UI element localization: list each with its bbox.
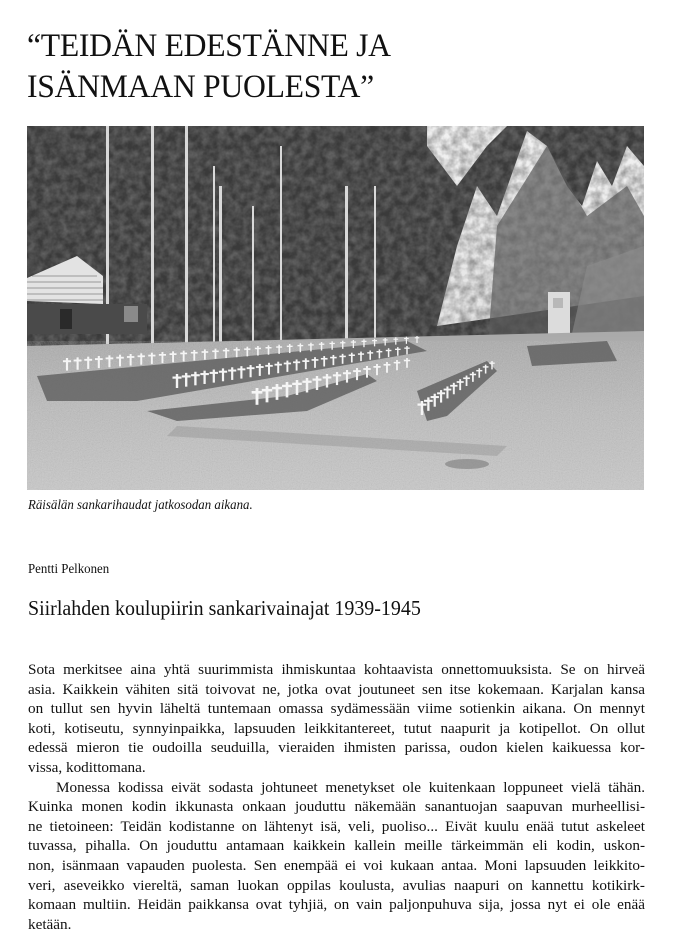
body-line: tuvassa, pihalla. On jouduttu antamaan kaikkein kallein meille tärkeimmän eli kodin, uskon- bbox=[28, 837, 645, 855]
title-line-2: ISÄNMAAN PUOLESTA” bbox=[27, 69, 374, 105]
body-line: veri, aseveikko viereltä, saman luokan oppilas koulusta, avulias naapuri on kannettu kotikirk- bbox=[28, 876, 645, 894]
body-line: vissa, kodittomana. bbox=[28, 758, 146, 776]
cemetery-photo bbox=[27, 126, 644, 490]
body-line: on tullut sen hyvin läheltä tuntemaan omassa sydämessään viime sotienkin aikana. On mennyt bbox=[28, 700, 645, 718]
body-line: Kuinka monen kodin ikkunasta onkaan jouduttu näkemään sanantuojan saapuvan murheellisi- bbox=[28, 798, 645, 816]
body-line: ne tietoineen: Teidän kodistanne on lähtenyt isä, veli, puoliso... Eivät kuulu enää tutut askeleet bbox=[28, 817, 645, 835]
page-title bbox=[27, 26, 622, 108]
paragraph-2 bbox=[28, 778, 645, 935]
article-subtitle: Siirlahden koulupiirin sankarivainajat 1939-1945 bbox=[28, 596, 421, 620]
photo-caption: Räisälän sankarihaudat jatkosodan aikana. bbox=[28, 498, 253, 513]
body-line: Monessa kodissa eivät sodasta johtuneet menetykset ole kuitenkaan loppuneet vielä tähän. bbox=[56, 778, 645, 796]
photo-illustration bbox=[27, 126, 644, 490]
body-line: non, isänmaan vapauden puolesta. Sen enempää ei voi kukaan antaa. Moni lapsuuden leikkito- bbox=[28, 856, 645, 874]
body-line: Sota merkitsee aina yhtä suurimmista ihmiskuntaa kohtaavista onnettomuuksista. Se on hirveä bbox=[28, 661, 645, 678]
body-line: asia. Kaikkein vähiten sitä toivovat ne, jotka ovat joutuneet sen itse kokemaan. Karjalan kansa bbox=[28, 680, 645, 698]
paragraph-1 bbox=[28, 660, 645, 778]
author-name: Pentti Pelkonen bbox=[28, 562, 110, 577]
body-line: koti, kotiseutu, synnyinpaikka, lapsuuden leikkitantereet, tutut naapurit ja kotipellot. On ollut bbox=[28, 719, 645, 737]
article-body bbox=[28, 660, 645, 934]
body-line: komaan multiin. Heidän paikkansa ovat tyhjiä, on vain paljonpuhuva sija, jossa nyt ei ole enää bbox=[28, 896, 645, 914]
title-line-1: “TEIDÄN EDESTÄNNE JA bbox=[27, 28, 391, 64]
body-line: edessä mieron tie oudoilla seuduilla, vieraiden ihmisten parissa, oudon kielen kaikuessa kor- bbox=[28, 739, 645, 757]
body-line: ketään. bbox=[28, 915, 72, 933]
